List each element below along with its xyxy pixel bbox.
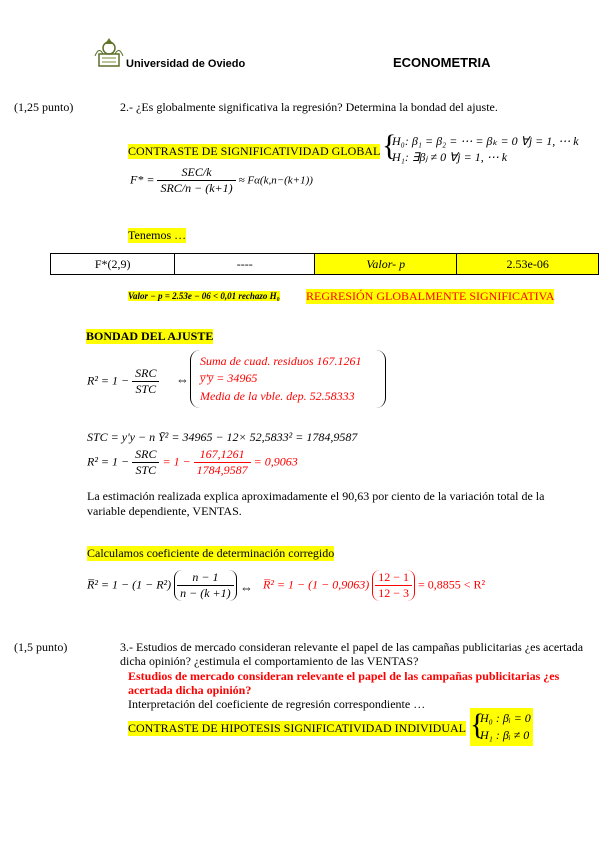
list-item-media: Media de la vble. dep. 52.58333: [200, 389, 355, 403]
q3-hypotheses-brace: {: [470, 708, 485, 741]
decision-result: REGRESIÓN GLOBALMENTE SIGNIFICATIVA: [306, 289, 555, 303]
decision-text: Valor − p = 2.53e − 06 < 0,01 rechazo H₀: [128, 291, 280, 301]
table-cell-pvalue: 2.53e-06: [457, 254, 599, 275]
stc-line: STC = y'y − n Ȳ² = 34965 − 12× 52,5833² = 1784,9587: [87, 430, 358, 444]
values-table: [50, 253, 599, 275]
list-item-yty: y̅'y̅ = 34965: [200, 371, 258, 385]
course-title: ECONOMETRIA: [393, 55, 491, 70]
r2-formula: R² = 1 − $\frac{\text{SRC}}{\text{STC}}$: [87, 366, 159, 397]
rbar-calc: R̅² = 1 − (1 − 0,9063) $\frac{12 - 1}{12 - 3}$ = 0,8855 < R²: [263, 570, 486, 600]
q2-h1: H₁: ∃βⱼ ≠ 0 ∀j = 1, ⋯ k: [392, 150, 508, 164]
table-cell-fstat: F*(2,9): [51, 254, 175, 275]
hypotheses-brace: {: [382, 129, 397, 162]
fstat-formula: F* = $\frac{\text{SEC/k}}{\text{SRC/n − (k+1)}}$ ≈ Fα(k,n−(k+1)): [130, 165, 313, 195]
corrected-title: Calculamos coeficiente de determinación corregido: [87, 546, 335, 560]
q3-interpretation: Interpretación del coeficiente de regresión correspondiente …: [128, 697, 426, 711]
rbar-formula: R̅² = 1 − (1 − R²) $\frac{n - 1}{n - (k +1)}$: [87, 570, 237, 601]
q3-bold-red: Estudios de mercado consideran relevante el papel de las campañas publicitarias ¿es acertada dicha opinión?: [128, 669, 560, 697]
q3-points: (1,5 punto): [14, 640, 68, 654]
q2-h0: H₀: β₁ = β₂ = ⋯ = βₖ = 0 ∀j = 1, ⋯ k: [392, 134, 579, 148]
q2-contrast-label: CONTRASTE DE SIGNIFICATIVIDAD GLOBAL: [128, 144, 381, 158]
university-logo: [93, 36, 125, 70]
table-row: [51, 254, 599, 275]
q3-question: 3.- Estudios de mercado consideran relevante el papel de las campañas publicitarias ¿es acertada dicha opinión? ¿estimula el comportamiento de las VENTAS?: [120, 640, 584, 668]
university-name: Universidad de Oviedo: [126, 58, 246, 70]
q3-h1: H₁ : βᵢ ≠ 0: [480, 728, 530, 742]
explanation: La estimación realizada explica aproximadamente el 90,63 por ciento de la variación total de la variable dependiente, VENTAS.: [87, 489, 545, 518]
table-cell-pvalue-label: Valor- p: [315, 254, 457, 275]
q3-contrast-label: CONTRASTE DE HIPOTESIS SIGNIFICATIVIDAD INDIVIDUAL: [128, 721, 466, 735]
equivalence-arrow: ⇔: [176, 372, 189, 387]
list-item-residuos: Suma de cuad. residuos 167.1261: [200, 354, 362, 368]
r2-calc: R² = 1 − $\frac{\text{SRC}}{\text{STC}}$ = 1 − $\frac{167,1261}{1784,9587}$ = 0,9063: [87, 447, 298, 477]
rbar-arrow: ⇔: [240, 580, 253, 595]
bondad-title: BONDAD DEL AJUSTE: [86, 329, 214, 343]
q3-h0: H₀ : βᵢ = 0: [480, 711, 531, 725]
table-cell-empty: ----: [175, 254, 315, 275]
q2-question: 2.- ¿Es globalmente significativa la regresión? Determina la bondad del ajuste.: [120, 100, 498, 114]
tenemos-text: Tenemos …: [128, 228, 187, 242]
q2-points: (1,25 punto): [14, 100, 74, 114]
